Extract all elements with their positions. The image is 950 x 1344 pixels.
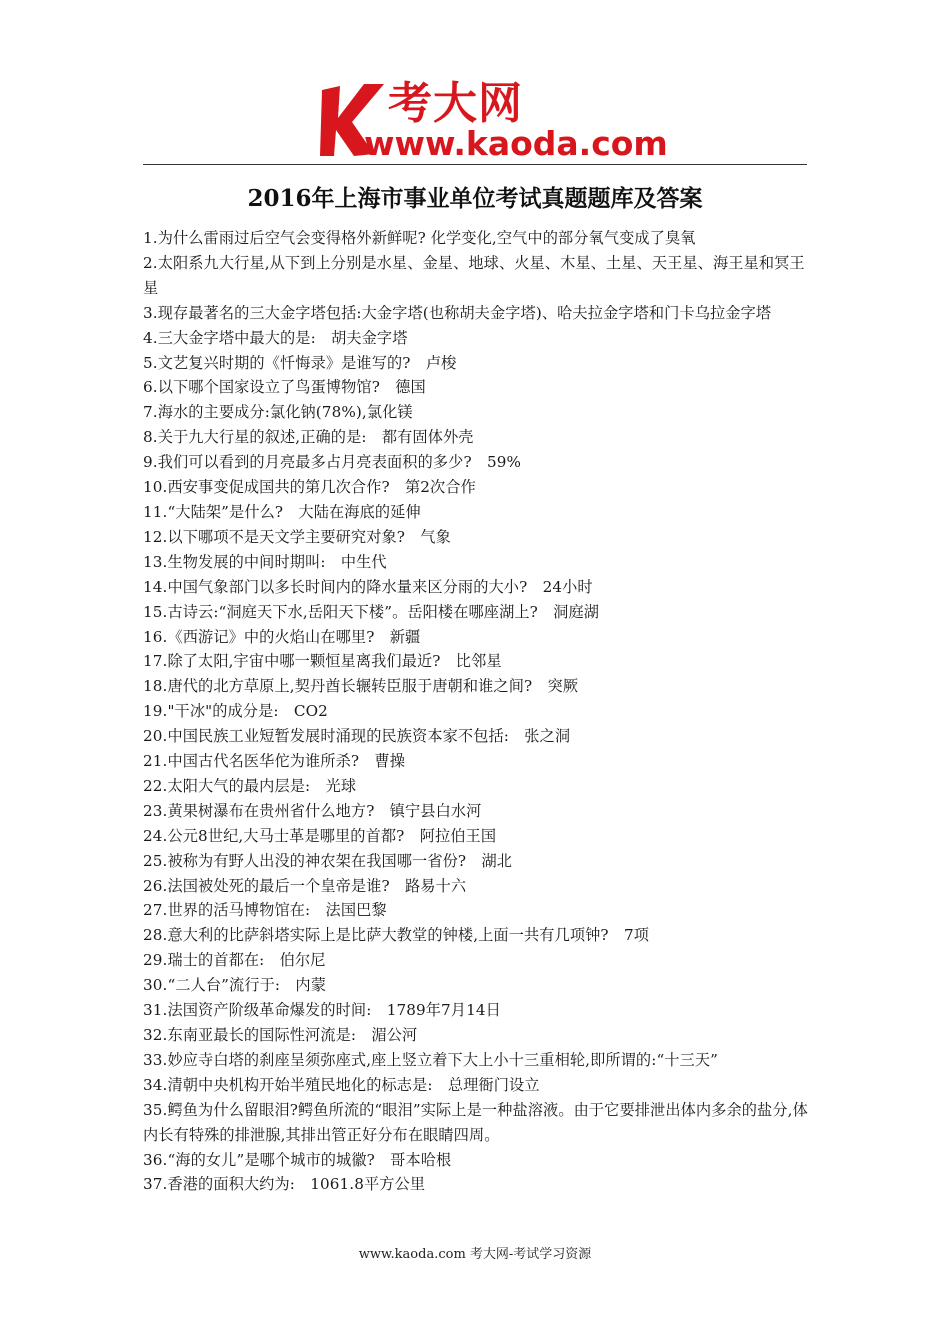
page-footer: www.kaoda.com 考大网-考试学习资源	[358, 1247, 592, 1262]
qa-list	[143, 226, 811, 1197]
header-divider	[143, 164, 807, 165]
qa-item: 25.被称为有野人出没的神农架在我国哪一省份? 湖北	[143, 851, 513, 870]
qa-item: 11.“大陆架”是什么? 大陆在海底的延伸	[143, 502, 421, 521]
qa-item: 32.东南亚最长的国际性河流是: 湄公河	[143, 1026, 418, 1044]
qa-item: 8.关于九大行星的叙述,正确的是: 都有固体外壳	[143, 428, 474, 447]
logo-url-text: www.kaoda.com	[364, 124, 668, 163]
qa-item: 10.西安事变促成国共的第几次合作? 第2次合作	[143, 478, 476, 497]
qa-item: 26.法国被处死的最后一个皇帝是谁? 路易十六	[143, 876, 467, 895]
qa-item: 29.瑞士的首都在: 伯尔尼	[143, 951, 326, 970]
qa-item: 28.意大利的比萨斜塔实际上是比萨大教堂的钟楼,上面一共有几项钟? 7项	[143, 926, 650, 945]
qa-item: 13.生物发展的中间时期叫: 中生代	[143, 552, 387, 571]
qa-item: 37.香港的面积大约为: 1061.8平方公里	[143, 1175, 426, 1194]
qa-item: 15.古诗云:“洞庭天下水,岳阳天下楼”。岳阳楼在哪座湖上? 洞庭湖	[143, 602, 600, 621]
qa-item: 3.现存最著名的三大金字塔包括:大金字塔(也称胡夫金字塔)、哈夫拉金字塔和门卡乌拉金字塔	[143, 303, 772, 322]
qa-item: 16.《西游记》中的火焰山在哪里? 新疆	[143, 627, 421, 646]
qa-item: 7.海水的主要成分:氯化钠(78%),氯化镁	[143, 403, 413, 422]
qa-item: 35.鳄鱼为什么留眼泪?鳄鱼所流的“眼泪”实际上是一种盐溶液。由于它要排泄出体内多余的盐分,体内长有特殊的排泄腺,其排出管正好分布在眼睛四周。	[143, 1100, 808, 1144]
qa-item: 23.黄果树瀑布在贵州省什么地方? 镇宁县白水河	[143, 801, 482, 820]
qa-item: 27.世界的活马博物馆在: 法国巴黎	[143, 901, 387, 920]
qa-item: 9.我们可以看到的月亮最多占月亮表面积的多少? 59%	[143, 453, 522, 472]
kaoda-logo[interactable]	[318, 78, 668, 163]
qa-item: 5.文艺复兴时期的《忏悔录》是谁写的? 卢梭	[143, 353, 457, 372]
qa-item: 21.中国古代名医华佗为谁所杀? 曹操	[143, 752, 406, 771]
qa-item: 17.除了太阳,宇宙中哪一颗恒星离我们最近? 比邻星	[143, 652, 502, 671]
qa-item: 1.为什么雷雨过后空气会变得格外新鲜呢? 化学变化,空气中的部分氧气变成了臭氧	[143, 229, 696, 247]
qa-item: 34.清朝中央机构开始半殖民地化的标志是: 总理衙门设立	[143, 1075, 540, 1094]
qa-item: 24.公元8世纪,大马士革是哪里的首都? 阿拉伯王国	[143, 826, 497, 845]
qa-item: 19."干冰"的成分是: CO2	[143, 702, 328, 721]
qa-item: 31.法国资产阶级革命爆发的时间: 1789年7月14日	[143, 1001, 501, 1020]
logo-brand-text: 考大网	[388, 78, 523, 129]
qa-item: 22.太阳大气的最内层是: 光球	[143, 776, 357, 795]
qa-item: 2.太阳系九大行星,从下到上分别是水星、金星、地球、火星、木星、土星、天王星、海王星和冥王星	[143, 253, 805, 297]
qa-item: 36.“海的女儿”是哪个城市的城徽? 哥本哈根	[143, 1150, 452, 1169]
qa-item: 18.唐代的北方草原上,契丹酋长辗转臣服于唐朝和谁之间? 突厥	[143, 677, 579, 696]
qa-item: 30.“二人台”流行于: 内蒙	[143, 976, 326, 995]
qa-item: 14.中国气象部门以多长时间内的降水量来区分雨的大小? 24小时	[143, 577, 593, 596]
qa-item: 6.以下哪个国家设立了鸟蛋博物馆? 德国	[143, 378, 426, 397]
document-title: 2016年上海市事业单位考试真题题库及答案	[247, 185, 703, 212]
qa-item: 4.三大金字塔中最大的是: 胡夫金字塔	[143, 328, 408, 347]
qa-item: 33.妙应寺白塔的刹座呈须弥座式,座上竖立着下大上小十三重相轮,即所谓的:“十三天”	[143, 1050, 719, 1069]
qa-item: 12.以下哪项不是天文学主要研究对象? 气象	[143, 527, 451, 546]
qa-item: 20.中国民族工业短暂发展时涌现的民族资本家不包括: 张之洞	[143, 727, 571, 746]
